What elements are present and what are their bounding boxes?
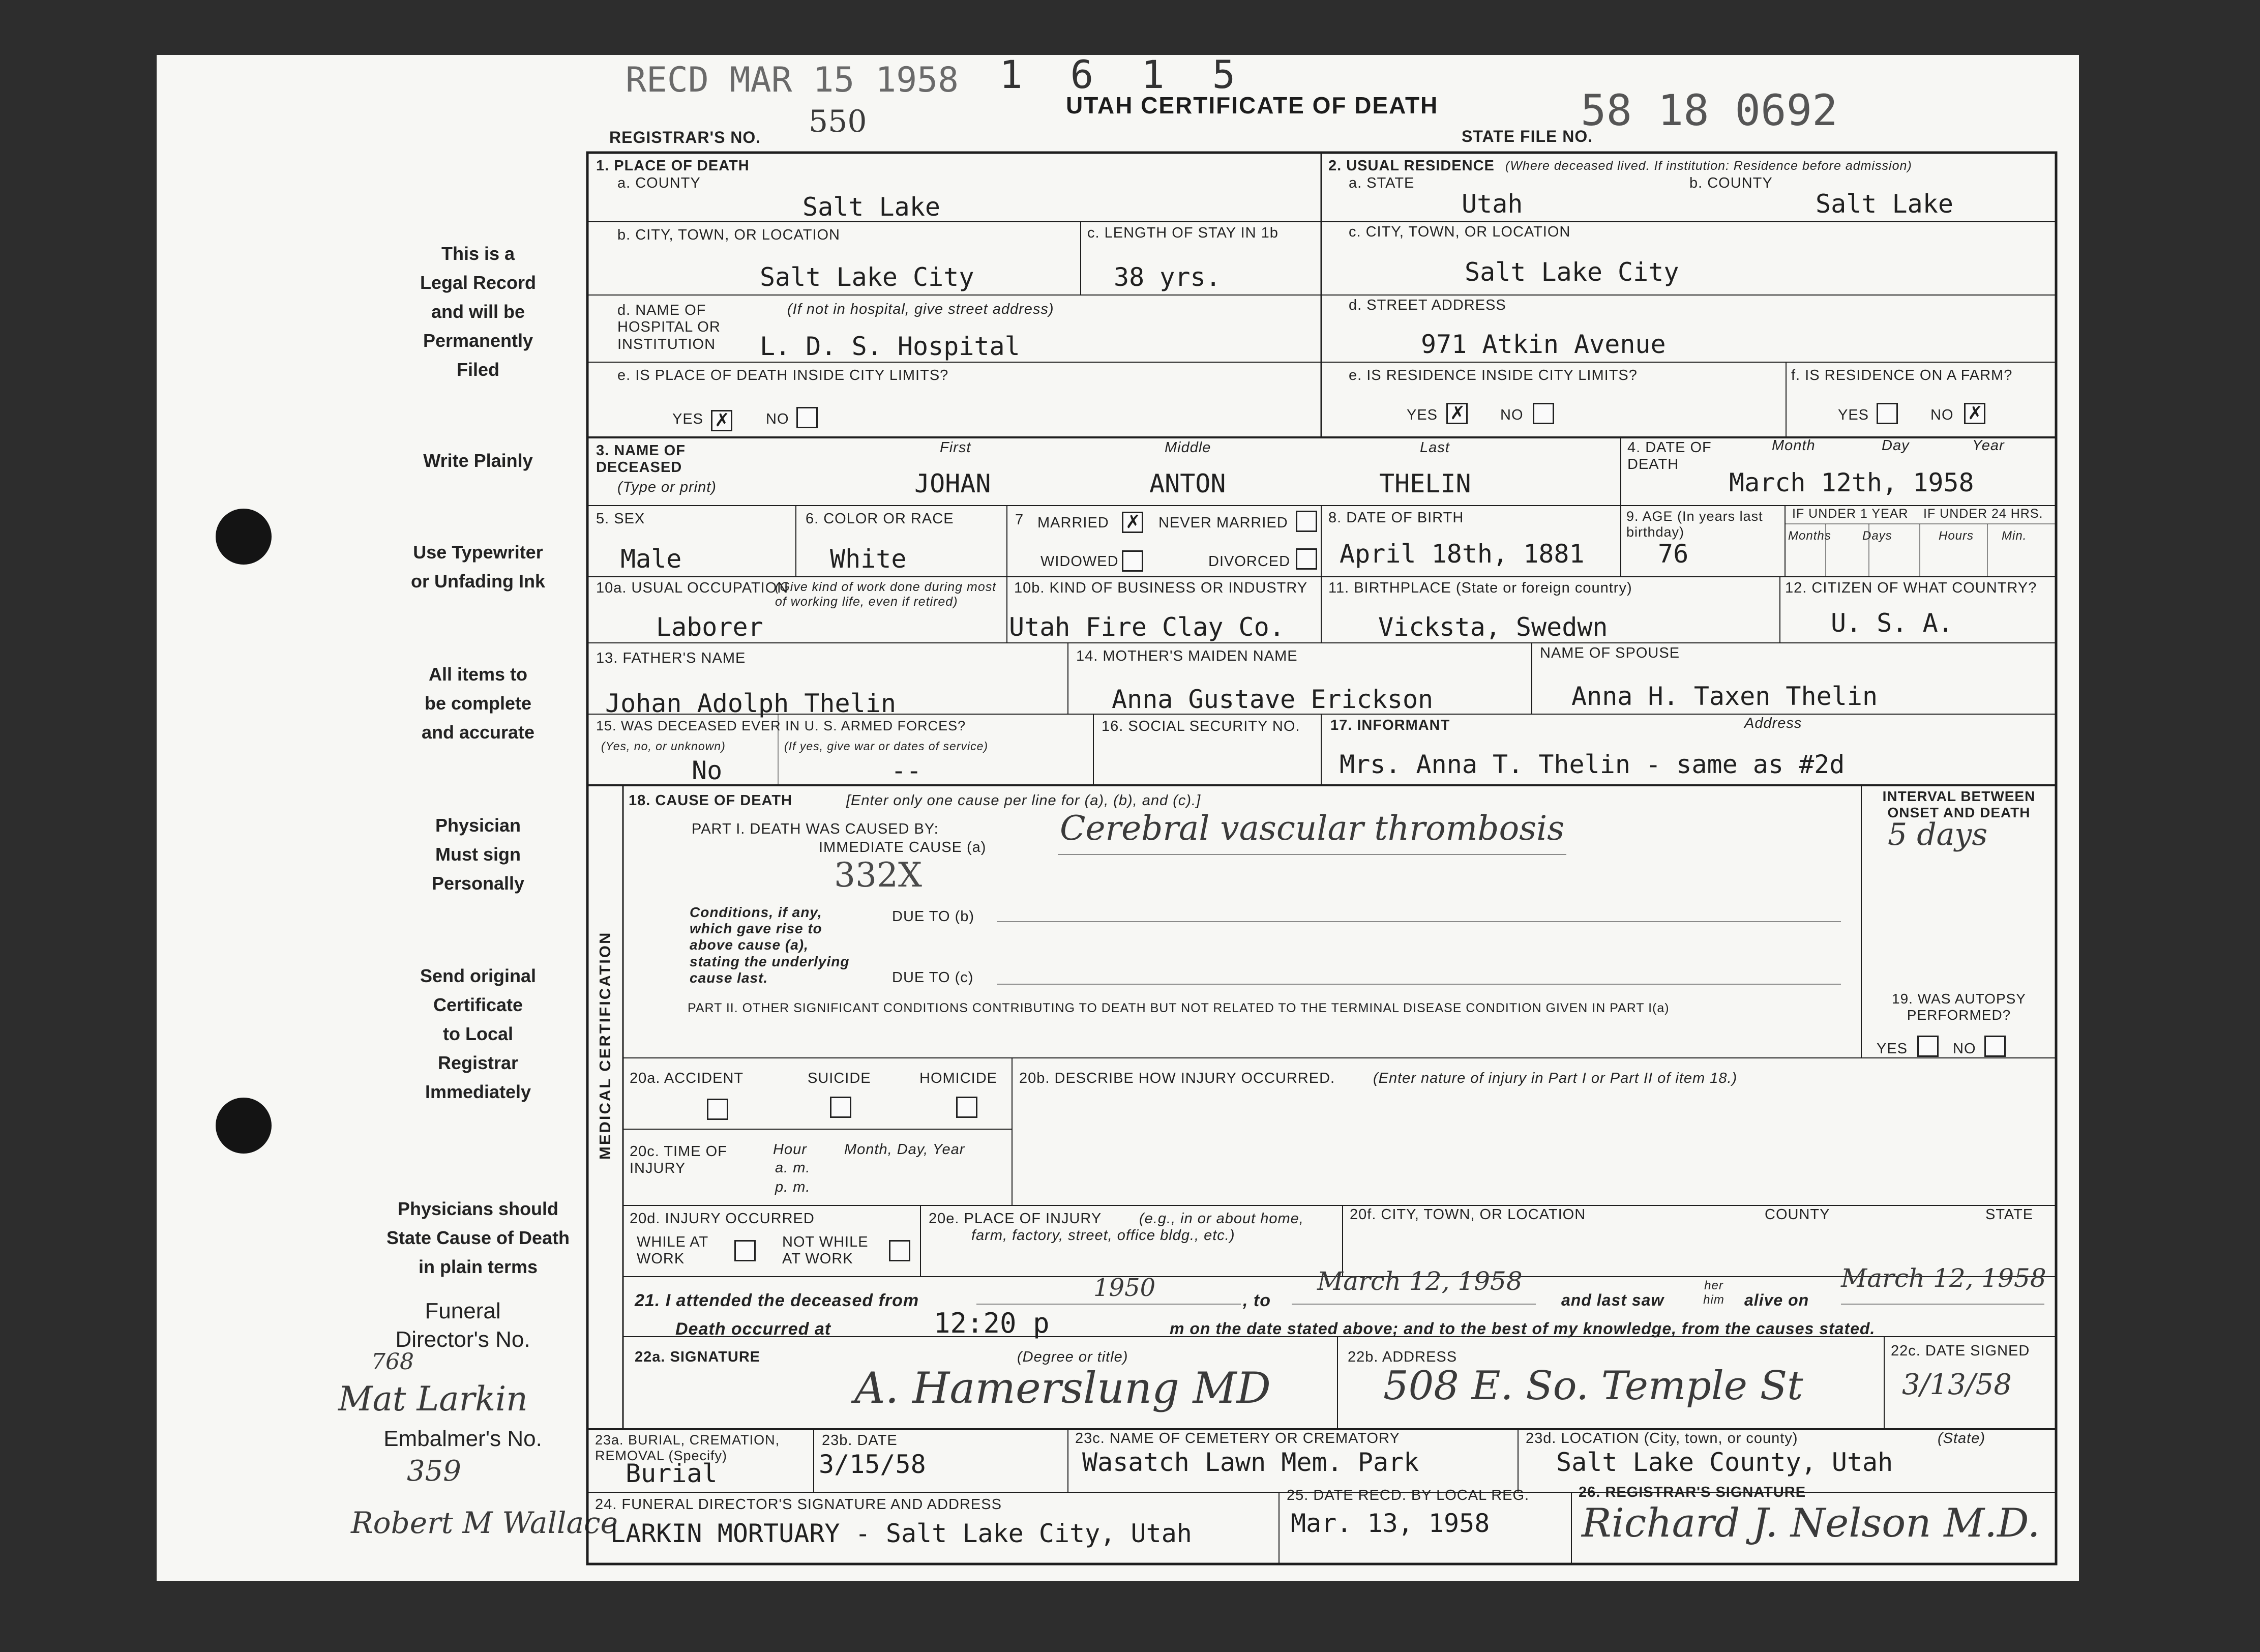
res-no-label: NO — [1500, 407, 1524, 423]
attended-to-label: , to — [1243, 1291, 1271, 1310]
registrar-signature-label: 26. REGISTRAR'S SIGNATURE — [1579, 1484, 1806, 1500]
alive-date-value: March 12, 1958 — [1841, 1263, 2046, 1293]
last-saw-label: and last saw — [1561, 1291, 1664, 1309]
armed-dates-value: -- — [891, 756, 922, 785]
autopsy-no-checkbox[interactable] — [1984, 1036, 2006, 1057]
injury-how-label: 20b. DESCRIBE HOW INJURY OCCURRED. — [1019, 1070, 1335, 1086]
res-inside-city-label: e. IS RESIDENCE INSIDE CITY LIMITS? — [1349, 367, 1638, 383]
sidebar-typewriter: Use Typewriter or Unfading Ink — [411, 542, 545, 592]
degree-label: (Degree or title) — [1017, 1349, 1128, 1365]
autopsy-yes-checkbox[interactable] — [1917, 1036, 1939, 1057]
divorced-label: DIVORCED — [1208, 553, 1291, 570]
date-of-death-label: 4. DATE OF DEATH — [1627, 439, 1712, 473]
under-day-label: IF UNDER 24 HRS. — [1923, 507, 2043, 521]
birth-value: April 18th, 1881 — [1340, 539, 1585, 569]
stay-value: 38 yrs. — [1114, 262, 1221, 292]
res-no-checkbox[interactable] — [1533, 403, 1554, 424]
registrar-no-label: REGISTRAR'S NO. — [609, 128, 761, 146]
middle-label: Middle — [1165, 439, 1211, 456]
date-of-death-value: March 12th, 1958 — [1729, 468, 1974, 497]
cemetery-value: Wasatch Lawn Mem. Park — [1082, 1448, 1419, 1477]
injury-how-note: (Enter nature of injury in Part I or Part II of item 18.) — [1373, 1070, 1738, 1086]
certificate-title: UTAH CERTIFICATE OF DEATH — [1066, 92, 1439, 119]
date-signed-label: 22c. DATE SIGNED — [1891, 1343, 2030, 1359]
birthplace-label: 11. BIRTHPLACE (State or foreign country) — [1328, 580, 1632, 596]
res-county-label: b. COUNTY — [1689, 175, 1773, 191]
mother-label: 14. MOTHER'S MAIDEN NAME — [1076, 648, 1298, 664]
injury-occurred-label: 20d. INJURY OCCURRED — [630, 1211, 815, 1227]
race-value: White — [830, 544, 907, 574]
spouse-label: NAME OF SPOUSE — [1540, 645, 1680, 661]
days-label: Days — [1862, 529, 1892, 543]
accident-label: 20a. ACCIDENT — [630, 1070, 744, 1086]
first-label: First — [940, 439, 971, 456]
sidebar-funeral-director-label: Funeral Director's No. — [395, 1299, 530, 1352]
pod-county-value: Salt Lake — [802, 192, 940, 222]
widowed-label: WIDOWED — [1040, 553, 1119, 570]
interval-label: INTERVAL BETWEEN ONSET AND DEATH — [1882, 788, 2036, 821]
res-yes-label: YES — [1407, 407, 1438, 423]
pod-no-label: NO — [766, 411, 789, 427]
physician-address: 508 E. So. Temple St — [1383, 1363, 1803, 1409]
hospital-note: (If not in hospital, give street address) — [787, 301, 1054, 317]
funeral-director-signature: Mat Larkin — [338, 1379, 528, 1419]
business-value: Utah Fire Clay Co. — [1009, 612, 1285, 642]
due-to-b-label: DUE TO (b) — [892, 908, 975, 925]
part2-label: PART II. OTHER SIGNIFICANT CONDITIONS CONTRIBUTING TO DEATH BUT NOT RELATED TO THE TERMINAL DISEASE CONDITION GIVEN IN PART I(a) — [688, 1001, 1670, 1015]
hours-label: Hours — [1939, 529, 1974, 543]
autopsy-no-label: NO — [1953, 1041, 1976, 1057]
registrar-no: 550 — [809, 104, 867, 139]
age-value: 76 — [1658, 539, 1689, 569]
hour-label: Hour — [773, 1141, 807, 1158]
first-name-value: JOHAN — [914, 469, 991, 498]
autopsy-yes-label: YES — [1877, 1041, 1908, 1057]
death-statement: m on the date stated above; and to the best of my knowledge, from the causes stated. — [1170, 1319, 1876, 1338]
min-label: Min. — [2002, 529, 2027, 543]
am-label: a. m. — [775, 1160, 811, 1176]
res-street-label: d. STREET ADDRESS — [1349, 297, 1506, 313]
citizen-value: U. S. A. — [1831, 608, 1953, 638]
race-label: 6. COLOR OR RACE — [806, 511, 954, 527]
mother-value: Anna Gustave Erickson — [1112, 685, 1434, 714]
occupation-note: (Give kind of work done during most of working life, even if retired) — [775, 580, 997, 609]
burial-date-value: 3/15/58 — [819, 1450, 926, 1479]
pm-label: p. m. — [775, 1179, 811, 1195]
informant-value: Mrs. Anna T. Thelin - same as #2d — [1340, 750, 1845, 779]
under-year-label: IF UNDER 1 YEAR — [1792, 507, 1909, 521]
death-occurred-label: Death occurred at — [675, 1319, 831, 1339]
filed-number-stamp: 1 6 1 5 — [999, 52, 1248, 97]
residence-note: (Where deceased lived. If institution: Residence before admission) — [1505, 159, 1912, 173]
res-city-label: c. CITY, TOWN, OR LOCATION — [1349, 224, 1571, 240]
registrar-signature: Richard J. Nelson M.D. — [1582, 1500, 2040, 1546]
part1-label: PART I. DEATH WAS CAUSED BY: — [692, 821, 939, 837]
funeral-director-no: 768 — [371, 1349, 414, 1375]
location-label: 23d. LOCATION (City, town, or county) — [1526, 1430, 1798, 1447]
sidebar-embalmer-label: Embalmer's No. — [383, 1426, 542, 1451]
ssn-label: 16. SOCIAL SECURITY NO. — [1102, 718, 1300, 734]
hospital-label: d. NAME OF HOSPITAL OR INSTITUTION — [617, 302, 721, 352]
alive-on-label: alive on — [1744, 1291, 1809, 1309]
not-while-at-work-label: NOT WHILE AT WORK — [782, 1234, 869, 1267]
immediate-cause-label: IMMEDIATE CAUSE (a) — [819, 839, 987, 855]
spouse-value: Anna H. Taxen Thelin — [1571, 682, 1878, 711]
location-state-label: (State) — [1938, 1430, 1986, 1447]
last-name-value: THELIN — [1379, 469, 1471, 498]
year-label: Year — [1972, 437, 2005, 454]
time-injury-label: 20c. TIME OF INJURY — [630, 1143, 727, 1177]
injury-county-label: COUNTY — [1765, 1206, 1830, 1223]
father-label: 13. FATHER'S NAME — [596, 650, 746, 666]
type-note: (Type or print) — [617, 479, 717, 495]
autopsy-label: 19. WAS AUTOPSY PERFORMED? — [1892, 991, 2026, 1023]
farm-yes-label: YES — [1838, 407, 1869, 423]
burial-value: Burial — [626, 1459, 718, 1488]
months-label: Months — [1788, 529, 1831, 543]
citizen-label: 12. CITIZEN OF WHAT COUNTRY? — [1785, 580, 2037, 596]
farm-yes-checkbox[interactable] — [1877, 403, 1898, 424]
cemetery-label: 23c. NAME OF CEMETERY OR CREMATORY — [1075, 1430, 1400, 1447]
state-file-no: 58 18 0692 — [1581, 85, 1838, 135]
pod-inside-city-label: e. IS PLACE OF DEATH INSIDE CITY LIMITS? — [617, 367, 949, 383]
cause-code: 332X — [834, 855, 922, 895]
embalmer-signature: Robert M Wallace — [351, 1506, 618, 1540]
age-label: 9. AGE (In years last birthday) — [1626, 509, 1763, 540]
farm-no-checkbox[interactable]: ✗ — [1964, 403, 1985, 424]
residence-heading: 2. USUAL RESIDENCE — [1328, 158, 1495, 174]
homicide-label: HOMICIDE — [919, 1070, 997, 1086]
armed-forces-value: No — [692, 756, 723, 785]
pod-city-value: Salt Lake City — [760, 262, 974, 292]
res-county-value: Salt Lake — [1816, 189, 1953, 219]
divorced-checkbox[interactable] — [1296, 548, 1317, 570]
armed-note-b: (If yes, give war or dates of service) — [784, 740, 989, 753]
res-street-value: 971 Atkin Avenue — [1421, 330, 1666, 359]
signature-label: 22a. SIGNATURE — [635, 1349, 761, 1365]
place-of-injury-note: (e.g., in or about home, farm, factory, street, office bldg., etc.) — [971, 1211, 1304, 1244]
birthplace-value: Vicksta, Swedwn — [1378, 612, 1608, 642]
burial-label: 23a. BURIAL, CREMATION, REMOVAL (Specify) — [595, 1432, 780, 1464]
cause-heading: 18. CAUSE OF DEATH — [629, 792, 793, 809]
date-received-label: 25. DATE RECD. BY LOCAL REG. — [1287, 1487, 1530, 1503]
physician-address-label: 22b. ADDRESS — [1348, 1349, 1458, 1365]
suicide-checkbox[interactable] — [830, 1097, 851, 1118]
res-yes-checkbox[interactable]: ✗ — [1446, 403, 1468, 424]
injury-city-label: 20f. CITY, TOWN, OR LOCATION — [1350, 1206, 1586, 1223]
received-stamp: RECD MAR 15 1958 — [626, 60, 959, 100]
homicide-checkbox[interactable] — [956, 1097, 977, 1118]
place-of-death-heading: 1. PLACE OF DEATH — [596, 158, 750, 174]
res-city-value: Salt Lake City — [1465, 257, 1679, 287]
sidebar-physician-sign: Physician Must sign Personally — [431, 815, 525, 894]
birth-label: 8. DATE OF BIRTH — [1328, 510, 1464, 526]
funeral-director-value: LARKIN MORTUARY - Salt Lake City, Utah — [610, 1519, 1192, 1548]
month-label: Month — [1772, 437, 1816, 454]
while-at-work-label: WHILE AT WORK — [637, 1234, 708, 1267]
hospital-value: L. D. S. Hospital — [760, 332, 1020, 361]
sex-value: Male — [620, 544, 682, 574]
attended-from-value: 1950 — [1093, 1274, 1156, 1302]
cause-note: [Enter only one cause per line for (a), (b), and (c).] — [846, 792, 1201, 809]
business-label: 10b. KIND OF BUSINESS OR INDUSTRY — [1014, 580, 1308, 596]
deceased-name-heading: 3. NAME OF DECEASED — [596, 442, 686, 476]
her-him-label: her him — [1703, 1279, 1724, 1307]
occupation-value: Laborer — [656, 612, 763, 642]
not-while-at-work-checkbox[interactable] — [889, 1240, 910, 1261]
middle-name-value: ANTON — [1149, 469, 1226, 498]
immediate-cause-value: Cerebral vascular thrombosis — [1060, 809, 1565, 848]
farm-no-label: NO — [1930, 407, 1954, 423]
stay-label: c. LENGTH OF STAY IN 1b — [1087, 225, 1278, 241]
marital-number: 7 — [1015, 512, 1024, 528]
due-to-c-label: DUE TO (c) — [892, 969, 974, 986]
suicide-label: SUICIDE — [808, 1070, 871, 1086]
armed-forces-label: 15. WAS DECEASED EVER IN U. S. ARMED FORCES? — [596, 718, 966, 733]
sidebar-physicians-state: Physicians should State Cause of Death in plain terms — [386, 1198, 570, 1277]
physician-signature: A. Hamerslung MD — [854, 1363, 1271, 1413]
married-checkbox[interactable]: ✗ — [1122, 512, 1143, 533]
married-label: MARRIED — [1037, 515, 1109, 531]
attended-label: 21. I attended the deceased from — [635, 1291, 919, 1310]
last-label: Last — [1420, 439, 1450, 456]
sidebar-send-original: Send original Certificate to Local Registrar Immediately — [420, 965, 537, 1102]
sex-label: 5. SEX — [596, 511, 645, 527]
conditions-note: Conditions, if any, which gave rise to above cause (a), stating the underlying cause last. — [690, 904, 850, 986]
medical-certification-label — [596, 1139, 614, 1160]
res-state-label: a. STATE — [1349, 175, 1415, 191]
location-value: Salt Lake County, Utah — [1556, 1448, 1893, 1477]
burial-date-label: 23b. DATE — [822, 1432, 898, 1449]
embalmer-no: 359 — [407, 1455, 461, 1488]
sidebar-write-plainly: Write Plainly — [423, 450, 533, 471]
date-signed-value: 3/13/58 — [1902, 1368, 2012, 1401]
res-state-value: Utah — [1462, 189, 1523, 219]
sidebar-legal-record: This is a Legal Record and will be Permanently Filed — [420, 243, 537, 380]
state-file-label: STATE FILE NO. — [1462, 127, 1593, 145]
pod-city-label: b. CITY, TOWN, OR LOCATION — [617, 227, 840, 243]
pod-yes-checkbox[interactable]: ✗ — [711, 410, 732, 431]
never-married-checkbox[interactable] — [1296, 511, 1317, 532]
never-married-label: NEVER MARRIED — [1158, 515, 1288, 531]
father-value: Johan Adolph Thelin — [605, 689, 896, 718]
place-of-injury-label: 20e. PLACE OF INJURY — [929, 1211, 1102, 1227]
day-label: Day — [1882, 437, 1910, 454]
date-received-value: Mar. 13, 1958 — [1291, 1509, 1490, 1538]
while-at-work-checkbox[interactable] — [734, 1240, 756, 1261]
sidebar-complete: All items to be complete and accurate — [421, 664, 535, 743]
widowed-checkbox[interactable] — [1122, 550, 1143, 572]
occupation-label: 10a. USUAL OCCUPATION — [596, 580, 789, 596]
farm-label: f. IS RESIDENCE ON A FARM? — [1791, 367, 2013, 383]
death-time-value: 12:20 p — [934, 1307, 1050, 1339]
mdy-label: Month, Day, Year — [844, 1141, 965, 1158]
informant-address-label: Address — [1744, 715, 1802, 731]
interval-value: 5 days — [1888, 817, 1988, 852]
pod-county-label: a. COUNTY — [617, 175, 701, 191]
funeral-director-label: 24. FUNERAL DIRECTOR'S SIGNATURE AND ADDRESS — [595, 1496, 1002, 1513]
informant-label: 17. INFORMANT — [1330, 717, 1450, 733]
accident-checkbox[interactable] — [707, 1099, 728, 1120]
armed-note-a: (Yes, no, or unknown) — [601, 740, 726, 753]
injury-state-label: STATE — [1985, 1206, 2034, 1223]
pod-no-checkbox[interactable] — [796, 407, 818, 428]
attended-to-value: March 12, 1958 — [1317, 1266, 1523, 1296]
pod-yes-label: YES — [672, 411, 704, 427]
